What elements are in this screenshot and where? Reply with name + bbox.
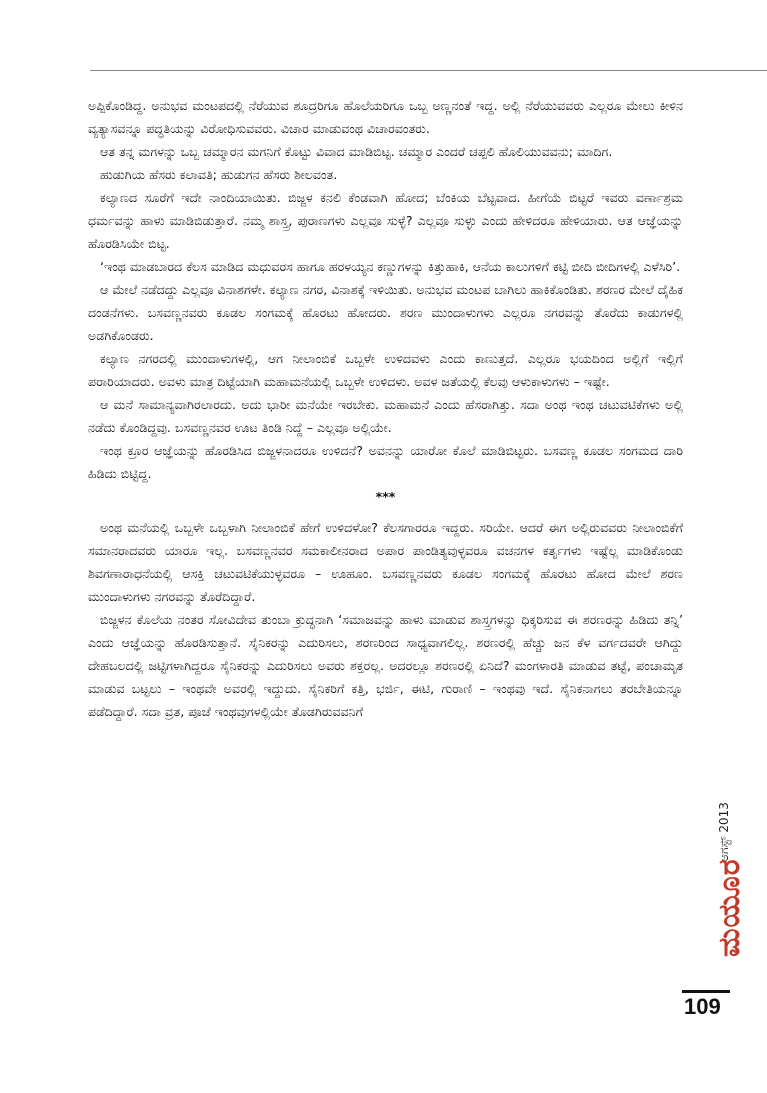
paragraph: ಆ ಮನೆ ಸಾಮಾನ್ಯವಾಗಿರಲಾರದು. ಅದು ಭಾರೀ ಮನೆಯೇ ಇರಬೇಕು. ಮಹಾಮನೆ ಎಂದು ಹೆಸರಾಗಿತ್ತು. ಸದಾ ಅಂಥ ಇಂಥ ಚಟುವಟಿಕೆಗಳು ಅಲ್ಲಿ ನಡೆದು ಕೊಂಡಿದ್ದವು. ಬಸವಣ್ಣನವರ ಊಟ ತಿಂಡಿ ನಿದ್ದೆ – ಎಲ್ಲವೂ ಅಲ್ಲಿಯೇ.: [88, 397, 683, 435]
magazine-sidebar: [690, 795, 747, 985]
issue-date: ಆಗಸ್ಟ್ 2013: [717, 802, 731, 862]
page-number: 109: [684, 994, 721, 1019]
paragraph: ಇಂಥ ಕ್ರೂರ ಆಜ್ಞೆಯನ್ನು ಹೊರಡಿಸಿದ ಬಿಜ್ಜಳನಾದರೂ ಉಳಿದನೆ? ಅವನನ್ನು ಯಾರೋ ಕೊಲೆ ಮಾಡಿಬಿಟ್ಟರು. ಬಸವಣ್ಣ ಕೂಡಲ ಸಂಗಮದ ದಾರಿ ಹಿಡಿದು ಬಿಟ್ಟಿದ್ದ.: [88, 443, 683, 481]
paragraph: ಆತ ತನ್ನ ಮಗಳನ್ನು ಒಬ್ಬ ಚಮ್ಮಾರನ ಮಗನಿಗೆ ಕೊಟ್ಟು ವಿವಾದ ಮಾಡಿಬಿಟ್ಟ. ಚಮ್ಮಾರ ಎಂದರೆ ಚಪ್ಪಲಿ ಹೊಲಿಯುವವನು; ಮಾದಿಗ.: [100, 144, 613, 159]
paragraph: ಅಪ್ಪಿಕೊಂಡಿದ್ದ. ಅನುಭವ ಮಂಟಪದಲ್ಲಿ ನೆರೆಯುವ ಶೂದ್ರರಿಗೂ ಹೊಲೆಯರಿಗೂ ಒಬ್ಬ ಅಣ್ಣನಂತೆ ಇದ್ದ. ಅಲ್ಲಿ ನೆರೆಯುವವರು ಎಲ್ಲರೂ ಮೇಲು ಕೀಳಿನ ವ್ಯತ್ಯಾಸವನ್ನೂ ಪದ್ಧತಿಯನ್ನು ವಿರೋಧಿಸುವವರು. ವಿಚಾರ ಮಾಡುವಂಥ ವಿಚಾರವಂತರು.: [88, 98, 683, 136]
top-rule: [90, 70, 767, 71]
magazine-logo: ಮಯೂರ: [712, 858, 747, 957]
paragraph: ಬಿಜ್ಜಳನ ಕೊಲೆಯ ನಂತರ ಸೋವಿದೇವ ತುಂಬಾ ಕ್ರುದ್ಧನಾಗಿ ‘ಸಮಾಜವನ್ನು ಹಾಳು ಮಾಡುವ ಶಾಸ್ತ್ರಗಳನ್ನು ಧಿಕ್ಕರಿಸುವ ಈ ಶರಣರನ್ನು ಹಿಡಿದು ತನ್ನಿ’ ಎಂದು ಆಜ್ಞೆಯನ್ನು ಹೊರಡಿಸುತ್ತಾನೆ. ಸೈನಿಕರನ್ನು ಎದುರಿಸಲು, ಶರಣರಿಂದ ಸಾಧ್ಯವಾಗಲಿಲ್ಲ. ಶರಣರಲ್ಲಿ ಹೆಚ್ಚು ಜನ ಕೆಳ ವರ್ಗದವರೇ ಆಗಿದ್ದು ದೇಹಬಲದಲ್ಲಿ ಜಟ್ಟಿಗಳಾಗಿದ್ದರೂ ಸೈನಿಕರನ್ನು ಎದುರಿಸಲು ಅವರು ಶಕ್ತರಲ್ಲ. ಅದರಲ್ಲೂ ಶರಣರಲ್ಲಿ ಏನಿದೆ? ಮಂಗಳಾರತಿ ಮಾಡುವ ತಟ್ಟೆ, ಪಂಚಾಮೃತ ಮಾಡುವ ಬಟ್ಟಲು – ಇಂಥವೇ ಅವರಲ್ಲಿ ಇದ್ದುದು. ಸೈನಿಕರಿಗೆ ಕತ್ತಿ, ಭರ್ಜಿ, ಈಟಿ, ಗುರಾಣಿ – ಇಂಥವು ಇದೆ. ಸೈನಿಕನಾಗಲು ತರಬೇತಿಯನ್ನೂ ಪಡೆದಿದ್ದಾರೆ. ಸದಾ ವ್ರತ, ಪೂಜೆ ಇಂಥವುಗಳಲ್ಲಿಯೇ ತೊಡಗಿರುವವನಿಗೆ: [88, 612, 683, 719]
paragraph: ಹುಡುಗಿಯ ಹೆಸರು ಕಲಾವತಿ; ಹುಡುಗನ ಹೆಸರು ಶೀಲವಂತ.: [100, 167, 338, 182]
paragraph: ಕಲ್ಯಾಣದ ಸೂರೆಗೆ ಇದೇ ನಾಂದಿಯಾಯಿತು. ಬಿಜ್ಜಳ ಕನಲಿ ಕೆಂಡವಾಗಿ ಹೋದ; ಬೆಂಕಿಯ ಬೆಟ್ಟವಾದ. ಹೀಗೆಯೆ ಬಿಟ್ಟರೆ ಇವರು ವರ್ಣಾಶ್ರಮ ಧರ್ಮವನ್ನು ಹಾಳು ಮಾಡಿಬಿಡುತ್ತಾರೆ. ನಮ್ಮ ಶಾಸ್ತ್ರ, ಪುರಾಣಗಳು ಎಲ್ಲವೂ ಸುಳ್ಳೆ? ಎಲ್ಲವೂ ಸುಳ್ಳು ಎಂದು ಹೇಳಿದರೂ ಹೇಳಿಯಾರು. ಆತ ಆಜ್ಞೆಯನ್ನು ಹೊರಡಿಸಿಯೇ ಬಿಟ್ಟ.: [88, 190, 683, 251]
article-body: [88, 94, 683, 723]
paragraph: ‘ಇಂಥ ಮಾಡಬಾರದ ಕೆಲಸ ಮಾಡಿದ ಮಧುವರಸ ಹಾಗೂ ಹರಳಯ್ಯನ ಕಣ್ಣುಗಳನ್ನು ಕಿತ್ತುಹಾಕಿ, ಆನೆಯ ಕಾಲುಗಳಿಗೆ ಕಟ್ಟಿ ಬೀದಿ ಬೀದಿಗಳಲ್ಲಿ ಎಳೆಸಿರಿ’.: [100, 259, 681, 274]
paragraph: ಆ ಮೇಲೆ ನಡೆದದ್ದು ಎಲ್ಲವೂ ವಿನಾಶಗಳೇ. ಕಲ್ಯಾಣ ನಗರ, ವಿನಾಶಕ್ಕೆ ಇಳಿಯಿತು. ಅನುಭವ ಮಂಟಪ ಬಾಗಿಲು ಹಾಕಿಕೊಂಡಿತು. ಶರಣರ ಮೇಲೆ ದೈಹಿಕ ದಂಡನೆಗಳು. ಬಸವಣ್ಣನವರು ಕೂಡಲ ಸಂಗಮಕ್ಕೆ ಹೊರಟು ಹೋದರು. ಶರಣ ಮುಂದಾಳುಗಳು ಎಲ್ಲರೂ ನಗರವನ್ನು ತೊರೆದು ಕಾಡುಗಳಲ್ಲಿ ಅಡಗಿಕೊಂಡರು.: [88, 282, 683, 343]
section-separator: ***: [375, 489, 396, 504]
paragraph: ಕಲ್ಯಾಣ ನಗರದಲ್ಲಿ ಮುಂದಾಳುಗಳಲ್ಲಿ, ಆಗ ನೀಲಾಂಬಿಕೆ ಒಬ್ಬಳೇ ಉಳಿದವಳು ಎಂದು ಕಾಣುತ್ತದೆ. ಎಲ್ಲರೂ ಭಯದಿಂದ ಅಲ್ಲಿಗೆ ಇಲ್ಲಿಗೆ ಪರಾರಿಯಾದರು. ಅವಳು ಮಾತ್ರ ದಿಟ್ಟೆಯಾಗಿ ಮಹಾಮನೆಯಲ್ಲಿ ಒಬ್ಬಳೇ ಉಳಿದಳು. ಅವಳ ಜತೆಯಲ್ಲಿ ಕೆಲವು ಆಳುಕಾಳುಗಳು – ಇಷ್ಟೇ.: [88, 351, 683, 389]
paragraph: ಅಂಥ ಮನೆಯಲ್ಲಿ ಒಬ್ಬಳೇ ಒಬ್ಬಳಾಗಿ ನೀಲಾಂಬಿಕೆ ಹೇಗೆ ಉಳಿದಳೋ? ಕೆಲಸಗಾರರೂ ಇದ್ದರು. ಸರಿಯೇ. ಆದರೆ ಈಗ ಅಲ್ಲಿರುವವರು ನೀಲಾಂಬಿಕೆಗೆ ಸಮಾನರಾದವರು ಯಾರೂ ಇಲ್ಲ. ಬಸವಣ್ಣನವರ ಸಮಕಾಲೀನರಾದ ಅಪಾರ ಪಾಂಡಿತ್ಯವುಳ್ಳವರೂ ವಚನಗಳ ಕರ್ತೃಗಳು ಇಷ್ಟೆಲ್ಲ ಮಾಡಿಕೊಂಡು ಶಿವಗಣಾರಾಧನೆಯಲ್ಲಿ ಆಸಕ್ತಿ ಚಟುವಟಿಕೆಯುಳ್ಳವರೂ – ಊಹೂಂ. ಬಸವಣ್ಣನವರು ಕೂಡಲ ಸಂಗಮಕ್ಕೆ ಹೊರಟು ಹೋದ ಮೇಲೆ ಶರಣ ಮುಂದಾಳುಗಳು ನಗರವನ್ನು ತೊರೆದಿದ್ದಾರೆ.: [88, 520, 683, 604]
page-number-rule: [682, 990, 730, 993]
